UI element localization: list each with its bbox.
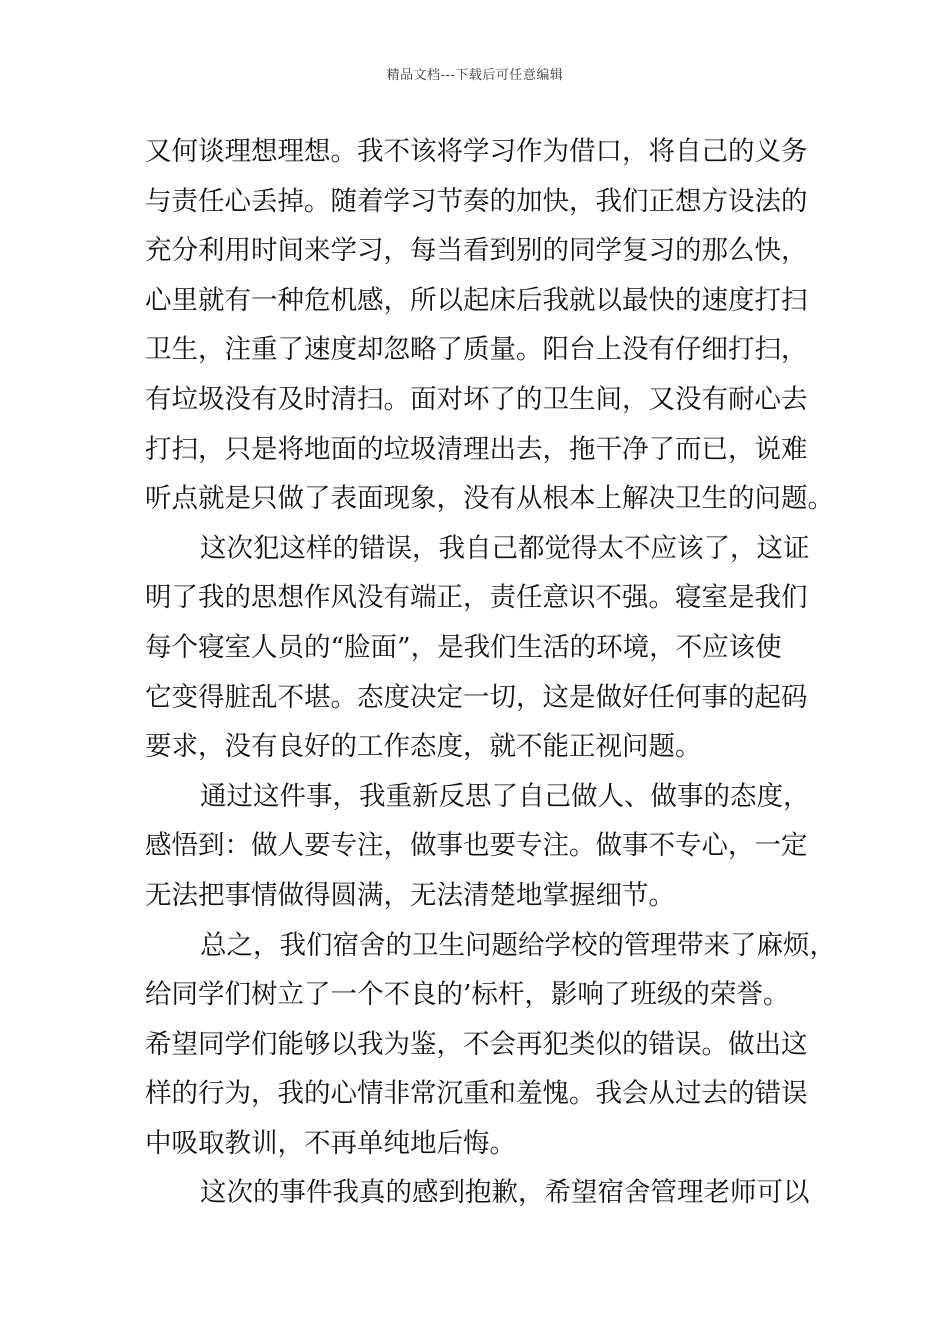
text-line: 无法把事情做得圆满，无法清楚地掌握细节。: [145, 879, 675, 911]
text-line: 有垃圾没有及时清扫。面对坏了的卫生间，又没有耐心去: [145, 383, 808, 415]
text-line: 感悟到：做人要专注，做事也要专注。做事不专心，一定: [145, 830, 808, 862]
page-header: 精品文档---下载后可任意编辑: [386, 68, 564, 83]
text-line: 听点就是只做了表面现象，没有从根本上解决卫生的问题。: [145, 483, 834, 515]
text-line: 心里就有一种危机感，所以起床后我就以最快的速度打扫: [145, 284, 808, 316]
text-line: 这次犯这样的错误，我自己都觉得太不应该了，这证: [200, 532, 810, 564]
text-line: 这次的事件我真的感到抱歉，希望宿舍管理老师可以: [200, 1177, 810, 1209]
text-line: 与责任心丢掉。随着学习节奏的加快，我们正想方设法的: [145, 185, 808, 217]
text-line: 希望同学们能够以我为鉴，不会再犯类似的错误。做出这: [145, 1028, 808, 1060]
text-line: 它变得脏乱不堪。态度决定一切，这是做好任何事的起码: [145, 681, 808, 713]
text-line: 又何谈理想理想。我不该将学习作为借口，将自己的义务: [145, 136, 808, 167]
text-line: 样的行为，我的心情非常沉重和羞愧。我会从过去的错误: [145, 1078, 808, 1110]
text-line: 充分利用时间来学习，每当看到别的同学复习的那么快，: [145, 235, 808, 267]
body-text: [145, 127, 835, 1218]
text-line: 打扫，只是将地面的垃圾清理出去，拖干净了而已，说难: [145, 433, 808, 465]
text-line: 总之，我们宿舍的卫生问题给学校的管理带来了麻烦，: [200, 929, 836, 961]
text-line: 要求，没有良好的工作态度，就不能正视问题。: [145, 731, 702, 763]
text-line: 明了我的思想作风没有端正，责任意识不强。寝室是我们: [145, 582, 808, 614]
text-line: 卫生，注重了速度却忽略了质量。阳台上没有仔细打扫，: [145, 334, 808, 366]
text-line: 每个寝室人员的“脸面”，是我们生活的环境，不应该使: [145, 631, 782, 663]
text-line: 给同学们树立了一个不良的’标杆，影响了班级的荣誉。: [145, 979, 790, 1011]
text-line: 通过这件事，我重新反思了自己做人、做事的态度，: [200, 780, 810, 812]
text-line: 中吸取教训，不再单纯地后悔。: [145, 1127, 516, 1159]
